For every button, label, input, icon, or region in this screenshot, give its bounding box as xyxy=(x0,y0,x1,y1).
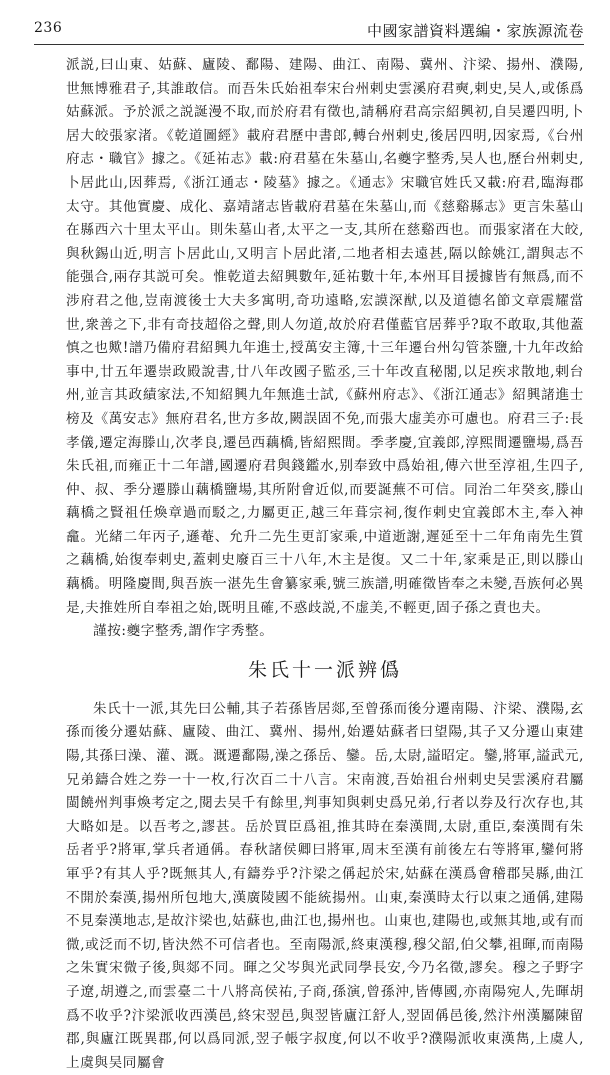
page-body xyxy=(66,54,584,1075)
page-number: 236 xyxy=(34,20,63,36)
section-title: 朱氏十一派辨僞 xyxy=(247,658,402,681)
page-header xyxy=(34,20,584,46)
section-paragraph: 朱氏十一派,其先曰公輔,其子若孫皆居郯,至曾孫而後分遷南陽、汴梁、濮陽,玄孫而後分遷姑蘇、廬陵、曲江、冀州、揚州,始遷姑蘇者曰望陽,其子又分遷山東建陽,其孫曰澡、灌、溉。溉遷鄱陽,澡之孫岳、鑾。岳,太尉,謚昭定。鑾,將軍,謚武元,兄弟鑄合姓之券一十一枚,行次百二十八言。宋南渡,吾始祖台州剌史吴雲溪府君屬閩饒州判事煥考定之,閱去吴千有餘里,判事知與剌史爲兄弟,行者以券及行次存也,其大略如是。以吾考之,謬甚。岳於買臣爲祖,推其時在秦漢間,太尉,重臣,秦漢間有朱岳者乎?將軍,掌兵者通偁。春秋諸侯卿曰將軍,周末至漢有前後左右等將軍,鑾何將軍乎?有其人乎?既無其人,有鑄券乎?汴梁之偁起於宋,姑蘇在漢爲會稽郡吴縣,曲江不開於秦漢,揚州所包地大,漢廣陵國不能統揚州。山東,秦漢時太行以東之通偁,建陽不見秦漢地志,是故汴梁也,姑蘇也,曲江也,揚州也。山東也,建陽也,或無其地,或有而微,或泛而不切,皆決然不可信者也。至南陽派,終東漢穆,穆父韶,伯父攀,祖暉,而南陽之朱實宋微子後,與郯不同。暉之父岑與光武同學長安,今乃名徵,謬矣。穆之子野字子遼,胡遵之,而雲臺二十八將高侯祐,子商,孫演,曾孫沖,皆傳國,亦南陽宛人,先暉胡爲不收乎?汴梁派收西漢邑,終宋翌邑,與翌皆廬江舒人,翌固偁邑後,然汴州漢屬陳留郡,與廬江既異郡,何以爲同派,翌子帳字叔度,何以不收乎?濮陽派收東漢雋,上虞人,上虞與吴同屬會 xyxy=(66,700,584,1071)
running-title: 中國家譜資料選編・家族源流卷 xyxy=(366,22,584,40)
editor-note: 謹按:夔字整秀,謂作字秀整。 xyxy=(93,623,274,640)
header-rule xyxy=(34,44,584,45)
continuation-paragraph: 派説,曰山東、姑蘇、廬陵、鄱陽、建陽、曲江、南陽、冀州、汴梁、揚州、濮陽,世無博雅君子,其誰敢信。而吾朱氏始祖奉宋台州剌史雲溪府君奭,剌史,吴人,或係爲姑蘇派。予於派之説誕漫不取,而於府君有徵也,請稱府君高宗紹興初,自吴遷四明,卜居大皎張家渚。《乾道圖經》載府君歷中書郎,轉台州剌史,後居四明,因家焉,《台州府志・職官》據之。《延祐志》載:府君墓在朱墓山,名夔字整秀,吴人也,歷台州剌史,卜居此山,因葬焉,《浙江通志・陵墓》據之。《通志》宋職官姓氏又載:府君,臨海郡太守。其他實慶、成化、嘉靖諸志皆載府君墓在朱墓山,而《慈谿縣志》更言朱墓山在縣西六十里太平山。則朱墓山者,太平之一支,其所在慈谿西也。而張家渚在大皎,與秋錫山近,明言卜居此山,又明言卜居此渚,二地者相去遠甚,隔以餘姚江,謂與志不能强合,兩存其説可矣。惟乾道去紹興數年,延祐數十年,本州耳目援據皆有無爲,而不涉府君之他,豈南渡後士大夫多寓明,奇功遠略,宏謨深猷,以及道德名節文章震耀當世,衆善之下,非有奇技超俗之聲,則人勿道,故於府君僅藍官居葬乎?取不敢取,其他蓋慎之也歟!譜乃備府君紹興九年進士,授萬安主簿,十三年遷台州勾管茶鹽,十九年改給事中,廿五年遷崇政殿說書,廿八年改國子監丞,三十年改直秘閣,以足疾求散地,剌台州,並言其政績家法,不知紹興九年無進士試,《蘇州府志》、《浙江通志》紹興諸進士榜及《萬安志》無府君名,世方多故,闕誤固不免,而張大虚美亦可慮也。府君三子:長孝儀,遷定海滕山,次孝良,遷邑西藕橋,皆紹熙間。季孝慶,宜義郎,淳熙間遷鹽場,爲吾朱氏祖,而雍正十二年譜,國遷府君與錢鑑水,别奉致中爲始祖,傳六世至淳祖,生四子,仲、叔、季分遷滕山藕橋鹽場,其所附會近似,而要誕蕪不可信。同治二年癸亥,滕山藕橋之賢祖任煥章過而駁之,力屬更正,越三年葺宗祠,復作剌史宜義郎木主,奉入神龕。光緒二年丙子,遜菴、允升二先生更訂家乘,中道逝謝,遲延至十二年角南先生質之藕橋,始復奉剌史,蓋剌史廢百三十八年,木主是復。又二十年,家乘是正,則以滕山藕橋。明隆慶間,與吾族一湛先生會纂家乘,號三族譜,明確徵皆奉之未變,吾族何必異是,夫推姓所自奉祖之始,既明且確,不惑歧説,不虚美,不輕更,固子孫之責也夫。 xyxy=(66,57,584,616)
